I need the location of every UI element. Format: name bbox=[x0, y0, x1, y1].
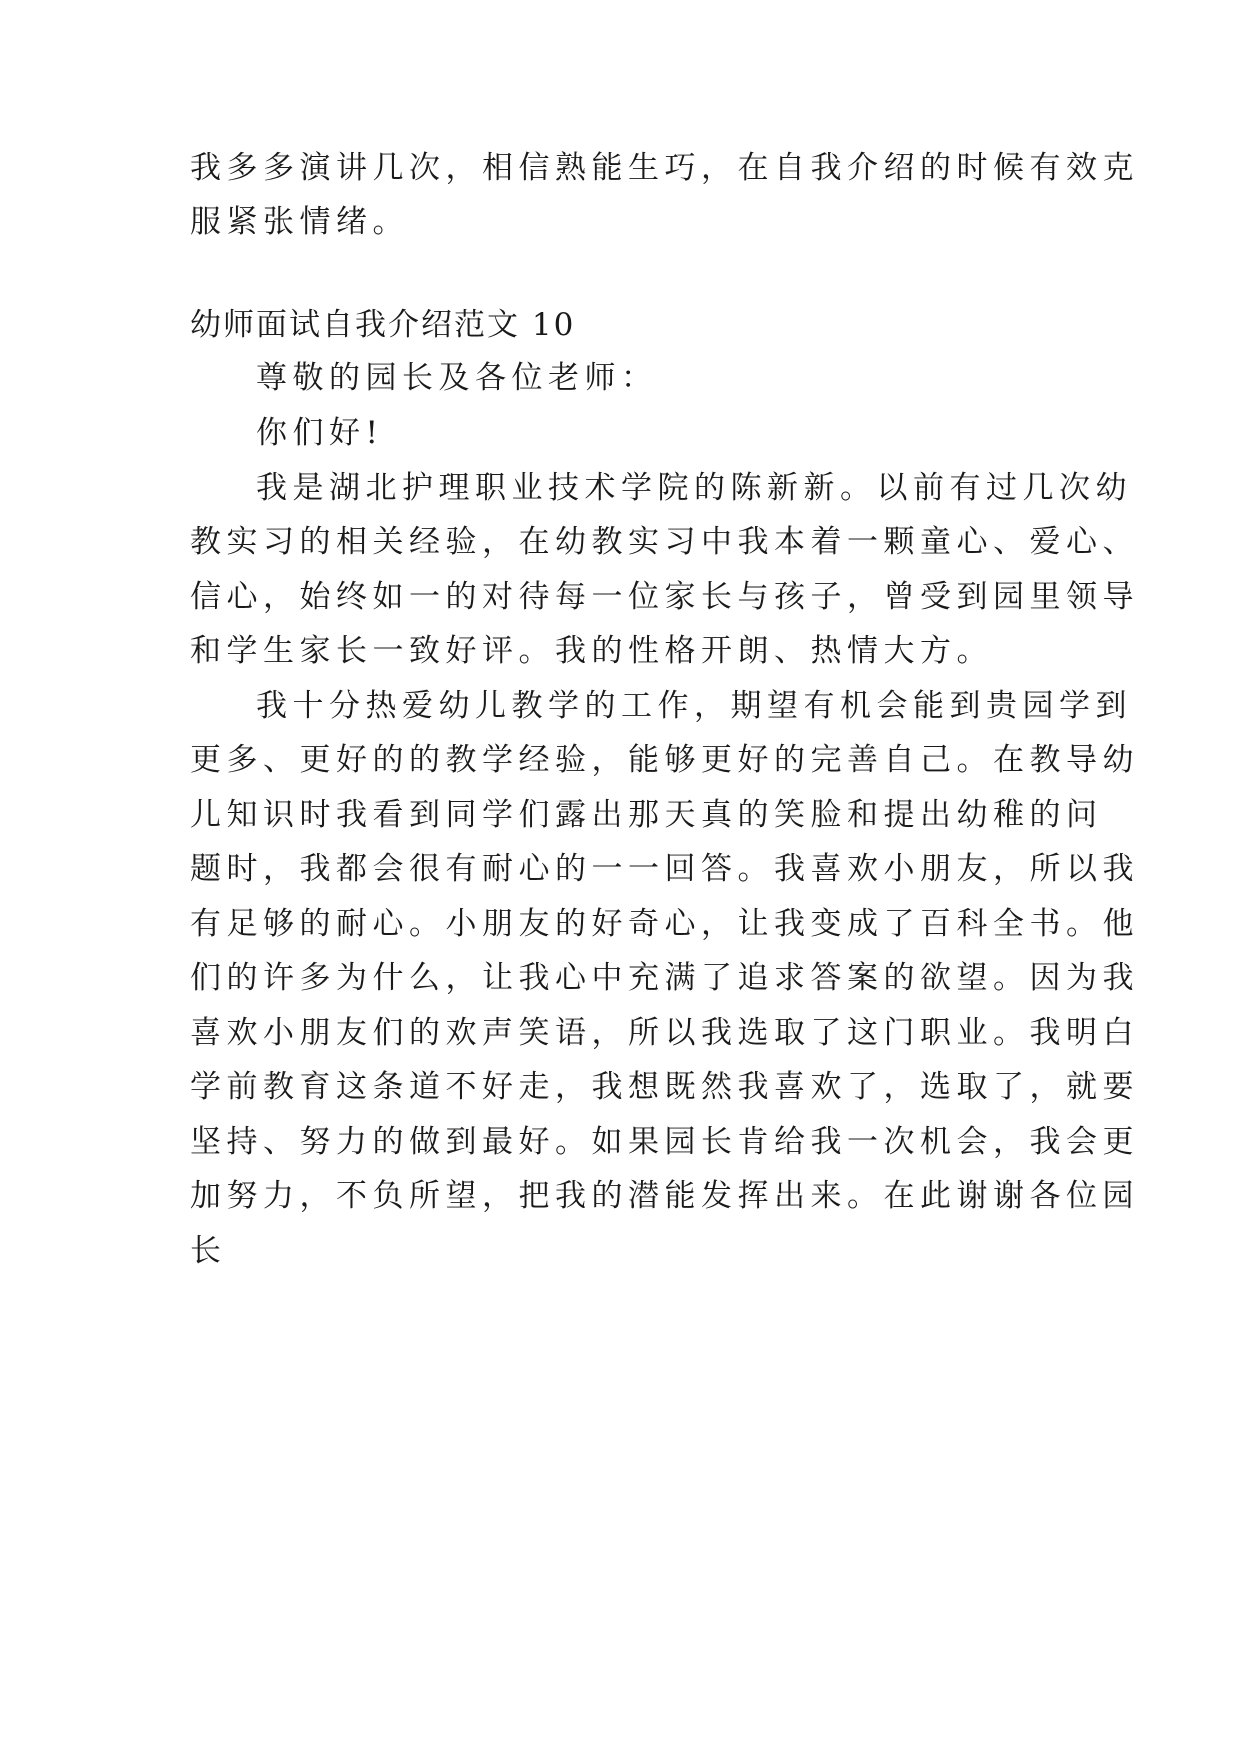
paragraph2-line-4: 题时，我都会很有耐心的一一回答。我喜欢小朋友，所以我 bbox=[190, 851, 1139, 887]
greeting: 你们好! bbox=[256, 415, 384, 451]
paragraph2-line-7: 喜欢小朋友们的欢声笑语，所以我选取了这门职业。我明白 bbox=[190, 1015, 1139, 1051]
paragraph2-line-2: 更多、更好的的教学经验，能够更好的完善自己。在教导幼 bbox=[190, 742, 1139, 778]
paragraph2-line-9: 坚持、努力的做到最好。如果园长肯给我一次机会，我会更 bbox=[190, 1124, 1139, 1160]
paragraph2-line-3: 儿知识时我看到同学们露出那天真的笑脸和提出幼稚的问 bbox=[190, 797, 1103, 833]
paragraph2-line-6: 们的许多为什么，让我心中充满了追求答案的欲望。因为我 bbox=[190, 960, 1139, 996]
paragraph1-line-4: 和学生家长一致好评。我的性格开朗、热情大方。 bbox=[190, 633, 993, 669]
paragraph2-line-11: 长 bbox=[190, 1233, 227, 1269]
paragraph2-line-1: 我十分热爱幼儿教学的工作，期望有机会能到贵园学到 bbox=[256, 688, 1132, 724]
salutation: 尊敬的园长及各位老师： bbox=[256, 360, 658, 396]
paragraph1-line-2: 教实习的相关经验，在幼教实习中我本着一颗童心、爱心、 bbox=[190, 524, 1139, 560]
continuation-line-2: 服紧张情绪。 bbox=[190, 204, 409, 240]
continuation-line-1: 我多多演讲几次，相信熟能生巧，在自我介绍的时候有效克 bbox=[190, 150, 1139, 186]
paragraph1-line-3: 信心，始终如一的对待每一位家长与孩子，曾受到园里领导 bbox=[190, 579, 1139, 615]
paragraph2-line-10: 加努力，不负所望，把我的潜能发挥出来。在此谢谢各位园 bbox=[190, 1178, 1139, 1214]
paragraph1-line-1: 我是湖北护理职业技术学院的陈新新。以前有过几次幼 bbox=[256, 470, 1132, 506]
section-title: 幼师面试自我介绍范文 10 bbox=[190, 307, 576, 343]
paragraph2-line-8: 学前教育这条道不好走，我想既然我喜欢了，选取了，就要 bbox=[190, 1069, 1139, 1105]
paragraph2-line-5: 有足够的耐心。小朋友的好奇心，让我变成了百科全书。他 bbox=[190, 906, 1139, 942]
